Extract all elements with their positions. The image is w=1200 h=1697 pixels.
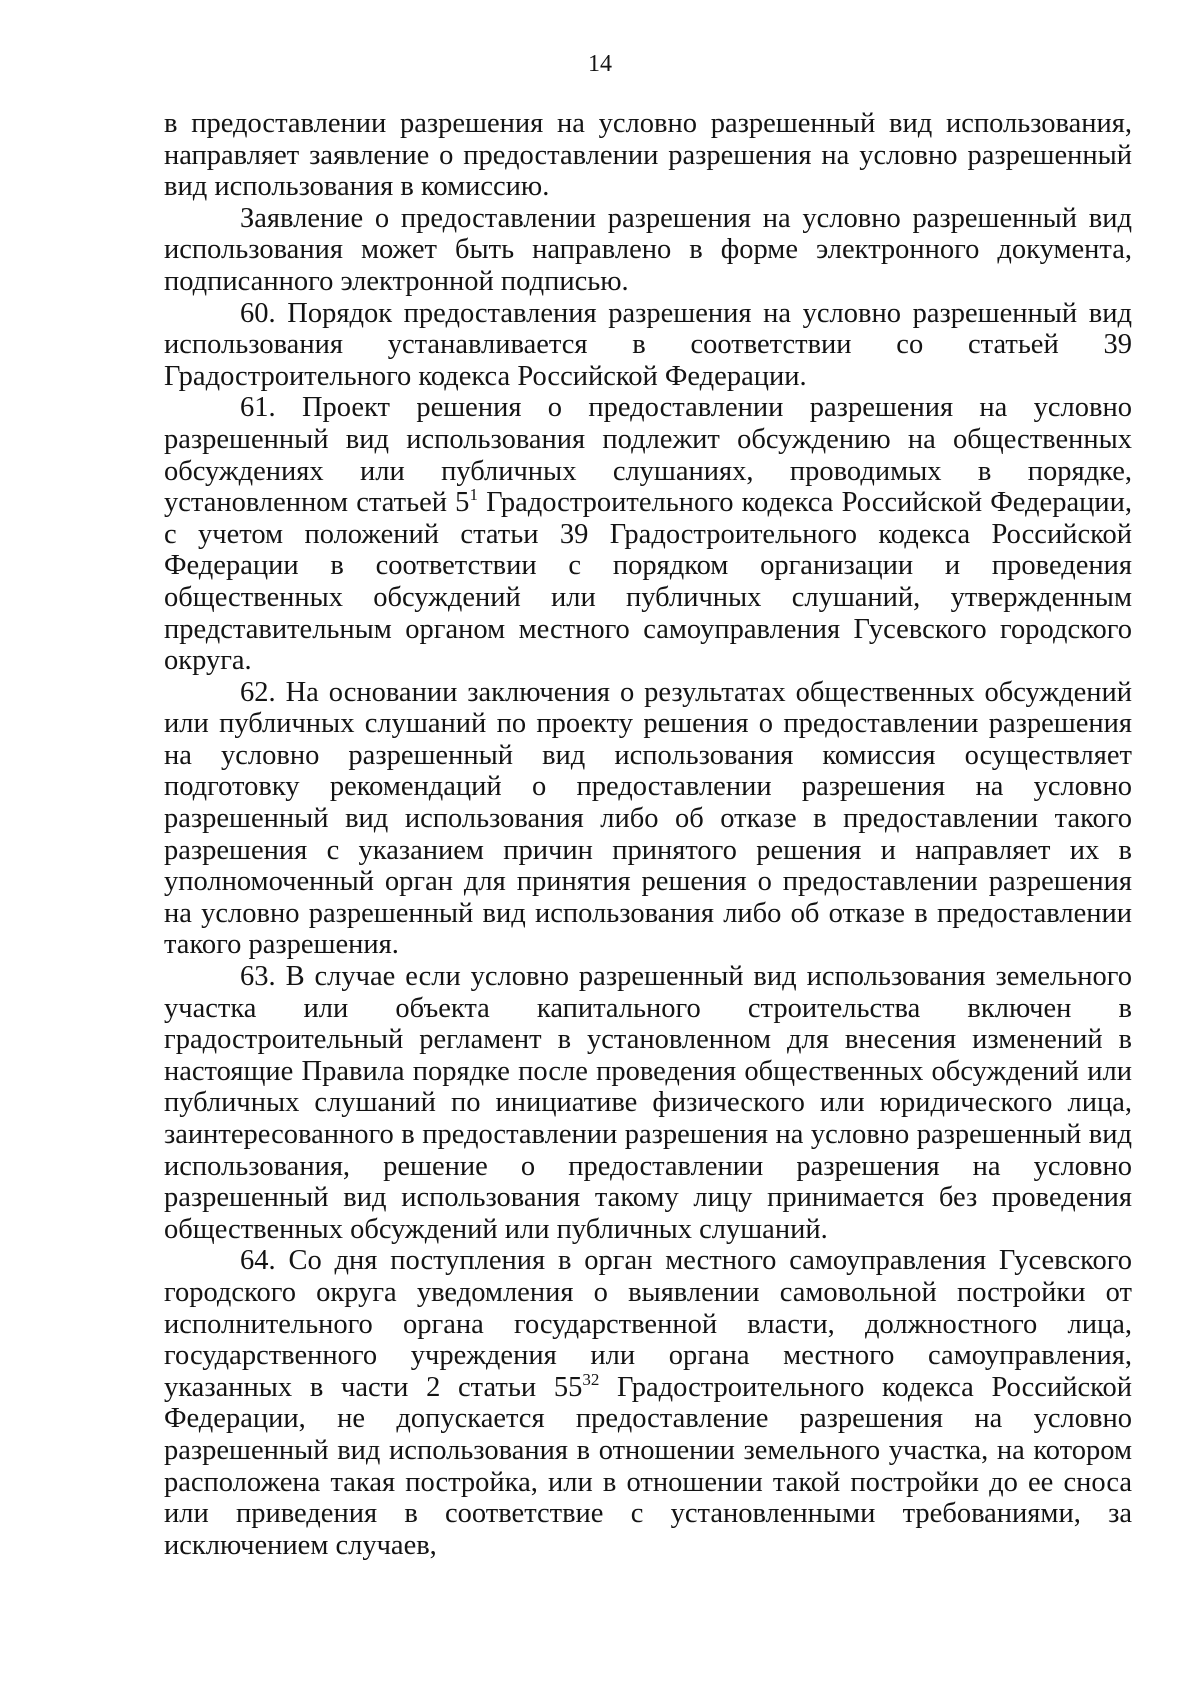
paragraph-continuation: в предоставлении разрешения на условно разрешенный вид использования, направляет заявление о предоставлении разрешения на условно разрешенный вид использования в комиссию. xyxy=(164,108,1132,203)
paragraph-electronic-application: Заявление о предоставлении разрешения на условно разрешенный вид использования может быть направлено в форме электронного документа, подписанного электронной подписью. xyxy=(164,202,1132,297)
document-body xyxy=(164,108,1132,1561)
paragraph-61-text-start: 61. Проект решения о предоставлении разрешения на условно разрешенный вид использования подлежит обсуждению на общественных обсуждениях или публичных слушаниях, проводимых в порядке, установленном статьей 5 xyxy=(164,392,1132,519)
paragraph-61-text-end: Градостроительного кодекса Российской Федерации, с учетом положений статьи 39 Градостроительного кодекса Российской Федерации в соответствии с порядком организации и проведения общественных обсуждений или публичных слушаний, утвержденным представительным органом местного самоуправления Гусевского городского округа. xyxy=(164,487,1132,677)
page-number: 14 xyxy=(588,51,612,77)
paragraph-60: 60. Порядок предоставления разрешения на условно разрешенный вид использования устанавливается в соответствии со статьей 39 Градостроительного кодекса Российской Федерации. xyxy=(164,297,1132,392)
paragraph-64-text-end: Градостроительного кодекса Российской Федерации, не допускается предоставление разрешения на условно разрешенный вид использования в отношении земельного участка, на котором расположена такая постройка, или в отношении такой постройки до ее сноса или приведения в соответствие с установленными требованиями, за исключением случаев, xyxy=(164,1371,1132,1561)
paragraph-64-superscript: 32 xyxy=(582,1369,600,1389)
paragraph-61 xyxy=(164,392,1132,676)
paragraph-63: 63. В случае если условно разрешенный вид использования земельного участка или объекта капитального строительства включен в градостроительный регламент в установленном для внесения изменений в настоящие Правила порядке после проведения общественных обсуждений или публичных слушаний по инициативе физического или юридического лица, заинтересованного в предоставлении разрешения на условно разрешенный вид использования, решение о предоставлении разрешения на условно разрешенный вид использования такому лицу принимается без проведения общественных обсуждений или публичных слушаний. xyxy=(164,961,1132,1245)
paragraph-64 xyxy=(164,1245,1132,1561)
paragraph-62: 62. На основании заключения о результатах общественных обсуждений или публичных слушаний по проекту решения о предоставлении разрешения на условно разрешенный вид использования комиссия осуществляет подготовку рекомендаций о предоставлении разрешения на условно разрешенный вид использования либо об отказе в предоставлении такого разрешения с указанием причин принятого решения и направляет их в уполномоченный орган для принятия решения о предоставлении разрешения на условно разрешенный вид использования либо об отказе в предоставлении такого разрешения. xyxy=(164,676,1132,961)
paragraph-61-superscript: 1 xyxy=(469,485,478,505)
paragraph-64-text-start: 64. Со дня поступления в орган местного самоуправления Гусевского городского округа уведомления о выявлении самовольной постройки от исполнительного органа государственной власти, должностного лица, государственного учреждения или органа местного самоуправления, указанных в части 2 статьи 55 xyxy=(164,1245,1132,1403)
